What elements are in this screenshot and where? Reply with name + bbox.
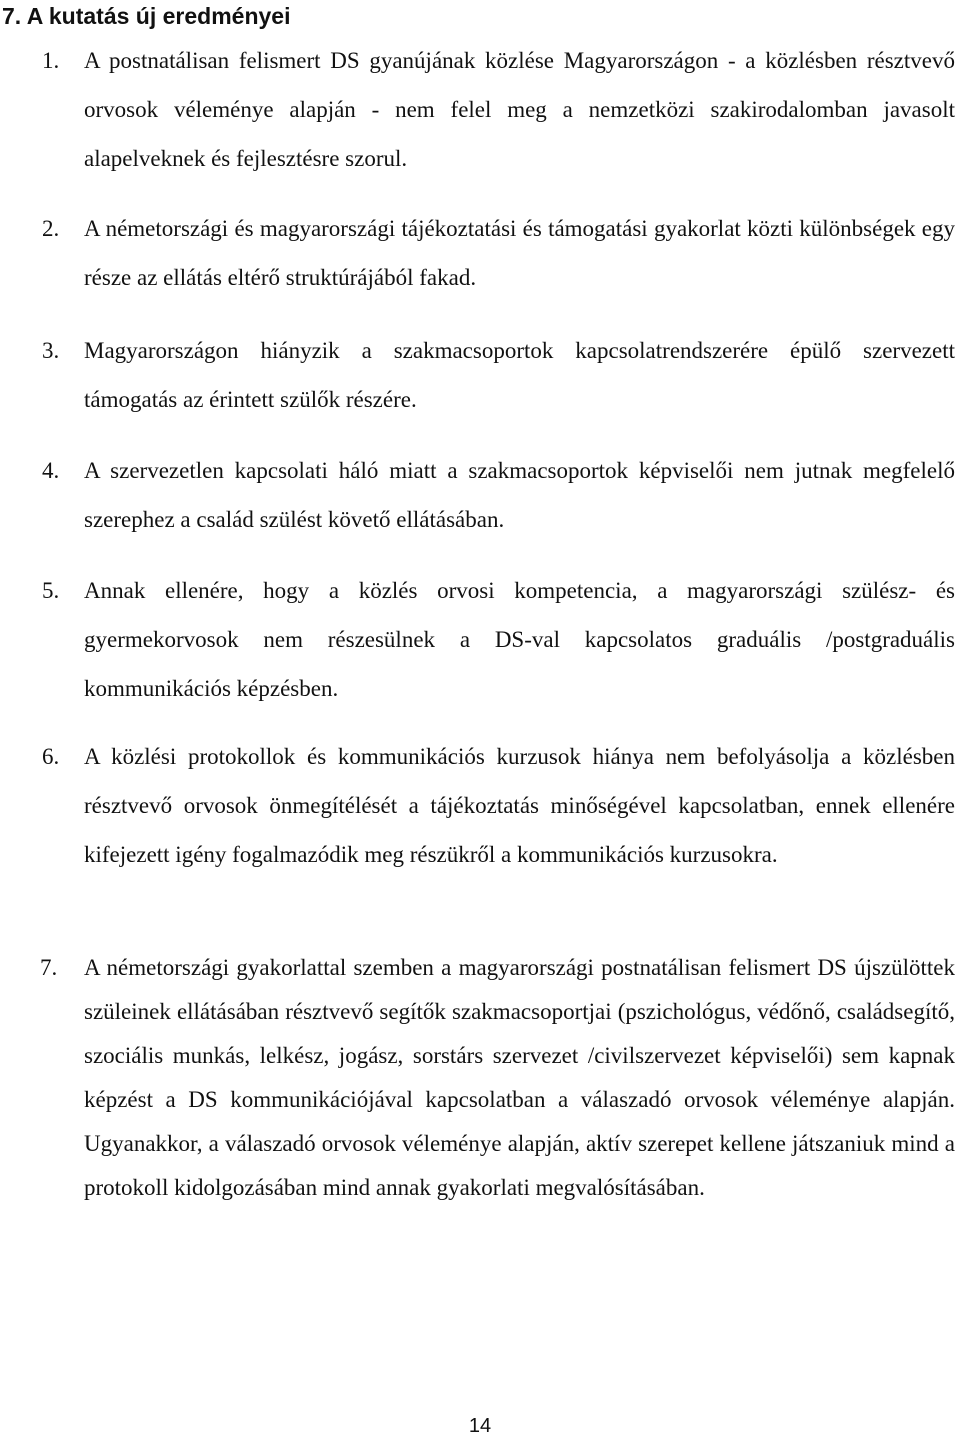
section-heading: 7. A kutatás új eredményei <box>2 3 291 29</box>
finding-item-4 <box>42 446 955 544</box>
finding-number: 2. <box>42 216 60 241</box>
finding-text: Magyarországon hiányzik a szakmacsoportok kapcsolatrendszerére épülő szervezett támogatás az érintett szülők részére. <box>84 338 955 412</box>
finding-text: A közlési protokollok és kommunikációs kurzusok hiánya nem befolyásolja a közlésben résztvevő orvosok önmegítélését a tájékoztatás minőségével kapcsolatban, ennek ellenére kifejezett igény fogalmazódik meg részükről a kommunikációs kurzusokra. <box>84 744 955 867</box>
finding-text: Annak ellenére, hogy a közlés orvosi kompetencia, a magyarországi szülész- és gyermekorvosok nem részesülnek a DS-val kapcsolatos graduális /postgraduális kommunikációs képzésben. <box>84 578 955 701</box>
finding-number: 3. <box>42 338 60 363</box>
finding-item-1 <box>42 36 955 183</box>
finding-number: 5. <box>42 578 60 603</box>
page-number: 14 <box>468 1415 492 1437</box>
finding-number: 6. <box>42 744 60 769</box>
finding-text: A szervezetlen kapcsolati háló miatt a szakmacsoportok képviselői nem jutnak megfelelő szerephez a család szülést követő ellátásában. <box>84 458 955 532</box>
finding-item-3 <box>42 326 955 424</box>
finding-text: A németországi és magyarországi tájékoztatási és támogatási gyakorlat közti különbségek egy része az ellátás eltérő struktúrájából fakad. <box>84 216 955 290</box>
finding-number: 1. <box>42 48 60 73</box>
finding-item-7 <box>40 946 955 1210</box>
finding-text: A németországi gyakorlattal szemben a magyarországi postnatálisan felismert DS újszülöttek szüleinek ellátásában résztvevő segítők szakmacsoportjai (pszichológus, védőnő, családsegítő, szociális munkás, lelkész, jogász, sorstárs szervezet /civilszervezet képviselői) sem kapnak képzést a DS kommunikációjával kapcsolatban a válaszadó orvosok véleménye alapján. Ugyanakkor, a válaszadó orvosok véleménye alapján, aktív szerepet kellene játszaniuk mind a protokoll kidolgozásában mind annak gyakorlati megvalósításában. <box>84 955 955 1200</box>
finding-text: A postnatálisan felismert DS gyanújának közlése Magyarországon - a közlésben résztvevő orvosok véleménye alapján - nem felel meg a nemzetközi szakirodalomban javasolt alapelveknek és fejlesztésre szorul. <box>84 48 955 171</box>
finding-item-5 <box>42 566 955 713</box>
finding-item-6 <box>42 732 955 879</box>
finding-item-2 <box>42 204 955 302</box>
finding-number: 4. <box>42 458 60 483</box>
finding-number: 7. <box>40 955 58 980</box>
